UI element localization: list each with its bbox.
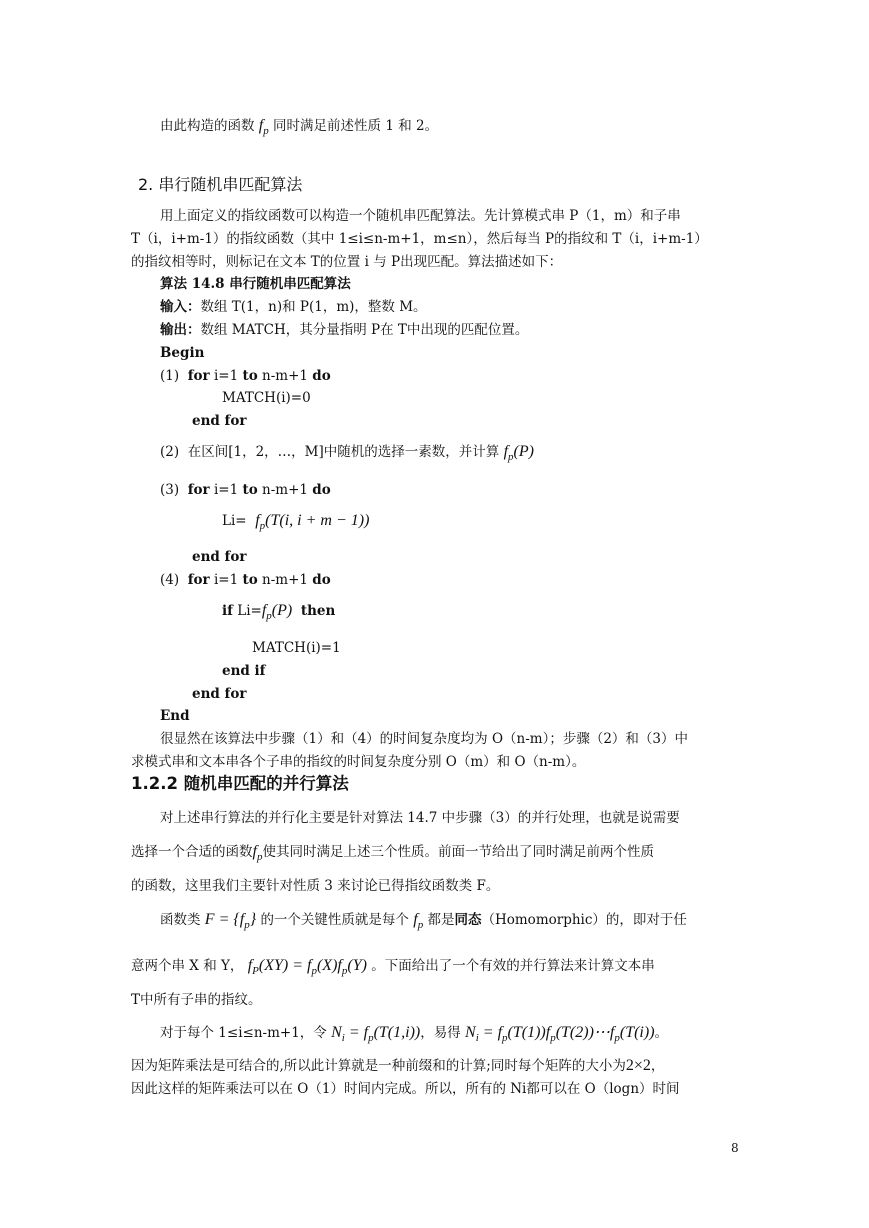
fp-of-p: $f_p(P)$: [503, 443, 534, 463]
algo-title: 算法 14.8 串行随机串匹配算法: [160, 276, 351, 292]
algo-output: 输出：数组 MATCH，其分量指明 P在 T中出现的匹配位置。: [160, 322, 529, 338]
step1-line: (1) for i=1 to n-m+1 do: [160, 368, 331, 384]
step3-line: (3) for i=1 to n-m+1 do: [160, 482, 331, 498]
matrix-size: 2×2: [625, 1057, 651, 1074]
para5-line2: 因为矩阵乘法是可结合的,所以此计算就是一种前缀和的计算;同时每个矩阵的大小为2×2，: [131, 1057, 665, 1074]
ni-product: $N_i$ = $f_p(T(1))f_p(T(2))\cdots f_p(T(i))$: [465, 1024, 655, 1044]
para4-line3: T中所有子串的指纹。: [131, 992, 262, 1008]
para3-line1: 对上述串行算法的并行化主要是针对算法 14.7 中步骤（3）的并行处理，也就是说需要: [160, 810, 680, 826]
para4-line1: 函数类 $F = \{f_p\}$ 的一个关键性质就是每个 $f_p$ 都是同态（Homomorphic）的，即对于任: [160, 911, 687, 931]
step4-line: (4) for i=1 to n-m+1 do: [160, 572, 331, 588]
para2-line2: 求模式串和文本串各个子串的指纹的时间复杂度分别 O（m）和 O（n-m）。: [131, 754, 586, 770]
fp-symbol-3: $f_p$: [413, 911, 424, 931]
function-class-formula: $F = \{f_p\}$: [204, 911, 257, 931]
step2-line: (2) 在区间[1，2，…，M]中随机的选择一素数，并计算 $f_p(P)$: [160, 443, 534, 463]
algo-end: End: [160, 708, 190, 724]
intro-line: 由此构造的函数 $f_p$ 同时满足前述性质 1 和 2。: [160, 117, 439, 137]
para1-line3: 的指纹相等时，则标记在文本 T的位置 i 与 P出现匹配。算法描述如下：: [131, 254, 563, 270]
step4-body: MATCH(i)=1: [252, 640, 341, 656]
fp-of-substring: $f_p(T(i$, i + m − 1)): [255, 512, 370, 532]
para5-line3: 因此这样的矩阵乘法可以在 O（1）时间内完成。所以，所有的 Ni都可以在 O（logn）时间: [131, 1081, 680, 1097]
step4-if: if $Li=f_p(P)$ then: [222, 602, 336, 622]
step4-endif: end if: [222, 663, 266, 679]
step1-body: MATCH(i)=0: [222, 390, 311, 406]
algo-input: 输入：数组 T(1，n)和 P(1，m)，整数 M。: [160, 299, 427, 315]
para3-line2: 选择一个合适的函数$f_p$使其同时满足上述三个性质。前面一节给出了同时满足前两个性质: [131, 843, 654, 863]
fp-symbol-2: $f_p$: [252, 843, 263, 863]
para5-line1: 对于每个 1≤i≤n-m+1，令 $N_i = f_p(T(1,i))$，易得 $N_i$ = $f_p(T(1))f_p(T(2))\cdots f_p(T(i))$。: [160, 1024, 669, 1044]
algo-begin: Begin: [160, 345, 205, 361]
para1-line2: T（i，i+m-1）的指纹函数（其中 1≤i≤n-m+1，m≤n），然后每当 P的指纹和 T（i，i+m-1）: [131, 231, 708, 247]
para1-line1: 用上面定义的指纹函数可以构造一个随机串匹配算法。先计算模式串 P（1，m）和子串: [160, 208, 681, 224]
fp-symbol: $f_p$: [258, 117, 269, 137]
step3-body: $Li= f_p(T(i$, i + m − 1)): [222, 512, 370, 532]
fp-of-p-2: $f_p(P)$: [261, 602, 293, 622]
step1-endfor: end for: [192, 413, 247, 429]
homomorphism-formula: $f_P(XY) = f_p(X)f_p(Y)$: [247, 957, 367, 977]
step4-endfor: end for: [192, 686, 247, 702]
step3-endfor: end for: [192, 549, 247, 565]
para3-line3: 的函数，这里我们主要针对性质 3 来讨论已得指纹函数类 F。: [131, 878, 500, 894]
para2-line1: 很显然在该算法中步骤（1）和（4）的时间复杂度均为 O（n-m）；步骤（2）和（3）中: [160, 731, 689, 747]
section-122-heading: 1.2.2 随机串匹配的并行算法: [131, 774, 349, 793]
ni-definition: $N_i = f_p(T(1,i))$: [331, 1024, 421, 1044]
section-2-heading: 2. 串行随机串匹配算法: [138, 175, 303, 194]
para4-line2: 意两个串 X 和 Y， $f_P(XY) = f_p(X)f_p(Y)$ 。下面给出了一个有效的并行算法来计算文本串: [131, 957, 655, 977]
page-number: 8: [731, 1141, 739, 1155]
